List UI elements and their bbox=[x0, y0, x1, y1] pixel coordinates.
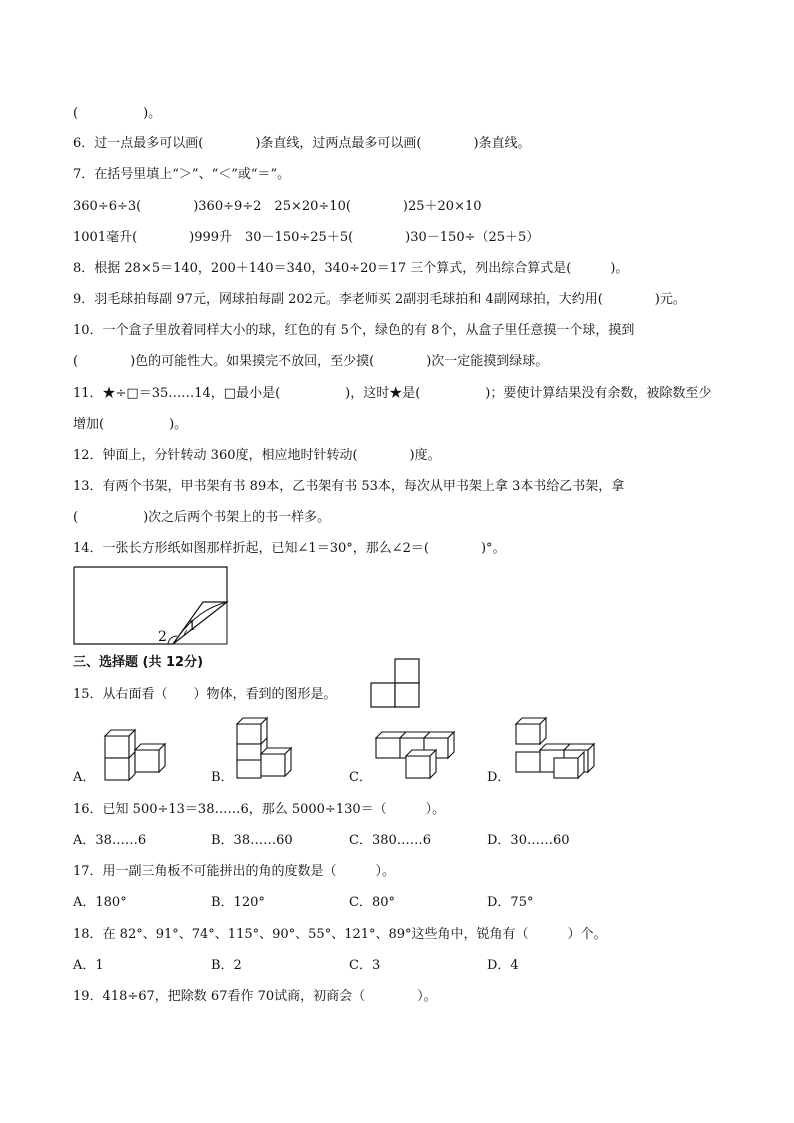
question-8: 8．根据 28×5＝140，200＋140＝340，340÷20＝17 三个算式，列出综合算式是( )。 bbox=[73, 261, 629, 276]
question-17: 17．用一副三角板不可能拼出的角的度数是（ ）。 bbox=[73, 864, 396, 879]
q16-option-b[interactable]: B．38……60 bbox=[211, 833, 293, 848]
question-7-row-1: 360÷6÷3( )360÷9÷2 25×20÷10( )25＋20×10 bbox=[73, 199, 482, 214]
q18-option-d[interactable]: D．4 bbox=[487, 958, 519, 973]
section-3-heading: 三、选择题 (共 12分) bbox=[73, 655, 204, 670]
angle-2-label: 2 bbox=[158, 629, 167, 645]
q15-option-b-figure bbox=[235, 716, 303, 782]
question-11-line-2: 增加( )。 bbox=[73, 417, 188, 432]
question-13-line-1: 13．有两个书架，甲书架有书 89本，乙书架有书 53本，每次从甲书架上拿 3本书给乙书架，拿 bbox=[73, 479, 625, 494]
q15-option-d-label[interactable]: D． bbox=[487, 770, 511, 785]
folded-paper-figure bbox=[73, 566, 233, 648]
q18-option-b[interactable]: B．2 bbox=[211, 958, 242, 973]
q15-option-a-figure bbox=[103, 722, 171, 782]
question-7-row-2: 1001毫升( )999升 30－150÷25＋5( )30－150÷（25＋5） bbox=[73, 230, 540, 245]
question-11-line-1: 11．★÷□＝35……14，□最小是( )，这时★是( )；要使计算结果没有余数，被除数至少 bbox=[73, 386, 712, 401]
q16-option-c[interactable]: C．380……6 bbox=[349, 833, 432, 848]
line-blank: ( )。 bbox=[73, 106, 162, 121]
q17-option-a[interactable]: A．180° bbox=[73, 895, 127, 910]
question-7: 7．在括号里填上“＞”、“＜”或“＝”。 bbox=[73, 167, 291, 182]
q18-option-c[interactable]: C．3 bbox=[349, 958, 381, 973]
question-18: 18．在 82°、91°、74°、115°、90°、55°、121°、89°这些角中，锐角有（ ）个。 bbox=[73, 927, 607, 942]
question-10-line-1: 10．一个盒子里放着同样大小的球，红色的有 5个，绿色的有 8个，从盒子里任意摸一个球，摸到 bbox=[73, 323, 635, 338]
q16-option-a[interactable]: A．38……6 bbox=[73, 833, 147, 848]
q16-option-d[interactable]: D．30……60 bbox=[487, 833, 570, 848]
question-12: 12．钟面上，分针转动 360度，相应地时针转动( )度。 bbox=[73, 448, 441, 463]
angle-1-label: 1 bbox=[188, 619, 197, 634]
question-14: 14．一张长方形纸如图那样折起，已知∠1＝30°，那么∠2＝( )°。 bbox=[73, 541, 506, 556]
q17-option-b[interactable]: B．120° bbox=[211, 895, 265, 910]
question-13-line-2: ( )次之后两个书架上的书一样多。 bbox=[73, 510, 331, 525]
question-6: 6．过一点最多可以画( )条直线，过两点最多可以画( )条直线。 bbox=[73, 136, 531, 151]
q17-option-c[interactable]: C．80° bbox=[349, 895, 395, 910]
question-9: 9．羽毛球拍每副 97元，网球拍每副 202元。李老师买 2副羽毛球拍和 4副网球拍，大约用( )元。 bbox=[73, 292, 686, 307]
q17-option-d[interactable]: D．75° bbox=[487, 895, 534, 910]
q15-option-c-figure bbox=[374, 728, 460, 782]
question-19: 19．418÷67，把除数 67看作 70试商，初商会（ ）。 bbox=[73, 989, 437, 1004]
question-10-line-2: ( )色的可能性大。如果摸完不放回，至少摸( )次一定能摸到绿球。 bbox=[73, 354, 549, 369]
q15-option-b-label[interactable]: B． bbox=[211, 770, 234, 785]
question-15: 15．从右面看（ ）物体，看到的图形是。 bbox=[73, 687, 337, 702]
q15-option-a-label[interactable]: A． bbox=[73, 770, 96, 785]
q15-option-d-figure bbox=[514, 716, 598, 782]
q18-option-a[interactable]: A．1 bbox=[73, 958, 104, 973]
q15-reference-view bbox=[370, 658, 422, 708]
q15-option-c-label[interactable]: C． bbox=[349, 770, 372, 785]
question-16: 16．已知 500÷13＝38……6，那么 5000÷130＝（ ）。 bbox=[73, 802, 446, 817]
